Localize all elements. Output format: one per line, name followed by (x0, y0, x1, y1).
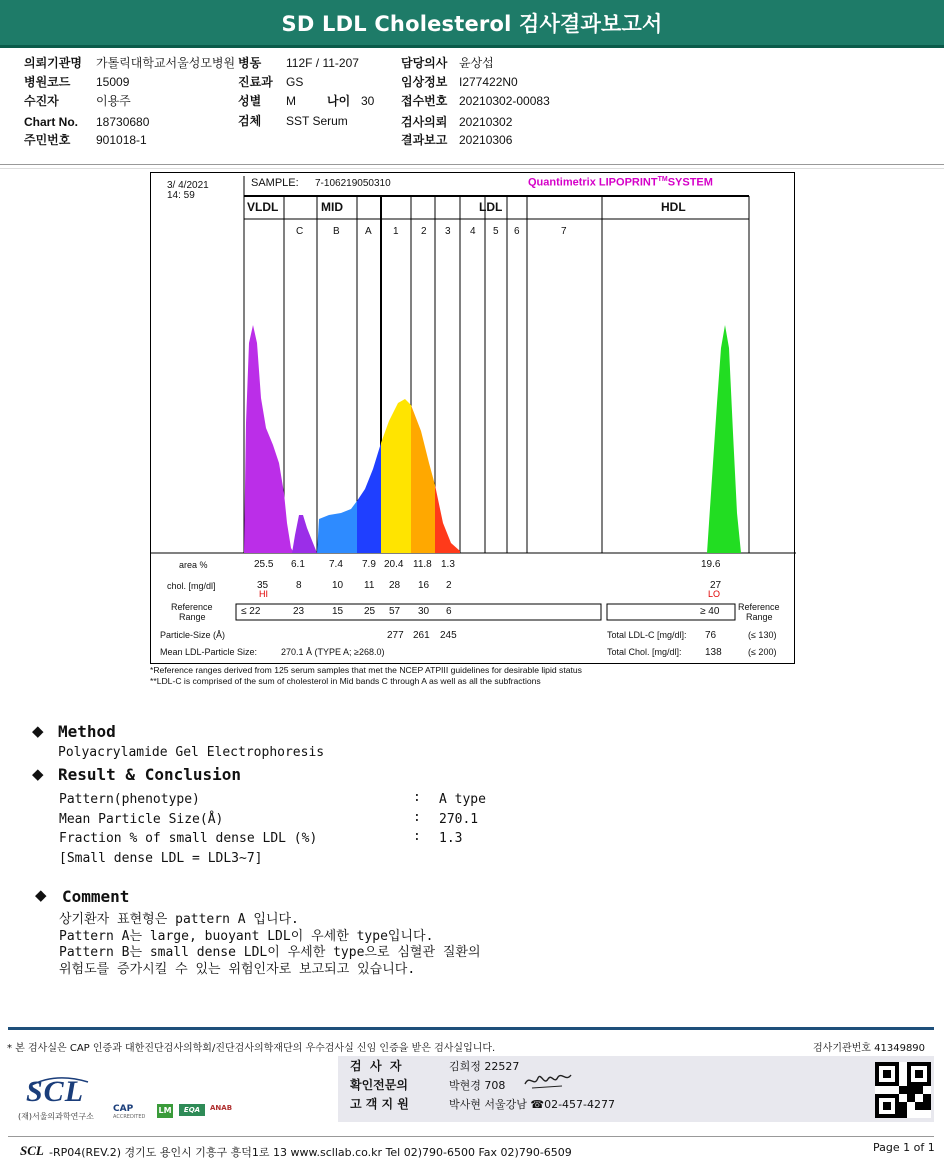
diamond-icon: ◆ (35, 886, 47, 904)
footnote: *Reference ranges derived from 125 serum samples that met the NCEP ATPIII guidelines for desirable lipid status (150, 665, 582, 675)
info-label: 주민번호 (24, 133, 71, 147)
info-value: 112F / 11-207 (286, 56, 359, 70)
comment-title: Comment (62, 887, 130, 906)
institution-number: 검사기관번호 41349890 (813, 1043, 926, 1054)
lipoprint-result-panel (150, 172, 795, 664)
mean-particle-value: 270.1 Å (TYPE A; ≥268.0) (281, 647, 385, 657)
band-label: 4 (470, 226, 476, 237)
chol-value: 11 (364, 580, 375, 591)
band-label: 2 (421, 226, 427, 237)
info-value: 20210302-00083 (459, 94, 550, 108)
band-label: 3 (445, 226, 451, 237)
diamond-icon: ◆ (32, 722, 44, 740)
result-value: A type (439, 792, 486, 807)
info-value: 20210302 (459, 115, 513, 129)
info-value: M (286, 94, 296, 108)
address-line: -RP04(REV.2) 경기도 용인시 기흥구 흥덕1로 13 www.scllab.co.kr Tel 02)790-6500 Fax 02)790-6509 (49, 1146, 572, 1159)
info-label: 임상정보 (401, 75, 448, 89)
area-value: 7.4 (329, 559, 343, 570)
band-label: 1 (393, 226, 399, 237)
mean-particle-label: Mean LDL-Particle Size: (160, 647, 258, 657)
divider (0, 168, 944, 169)
vldl-peak (244, 325, 294, 553)
info-value: 30 (361, 94, 375, 108)
group-hdl: HDL (661, 200, 686, 214)
result-label: Fraction % of small dense LDL (%) (59, 831, 318, 846)
diamond-icon: ◆ (32, 765, 44, 783)
band-label: 6 (514, 226, 520, 237)
info-label: 병원코드 (24, 75, 71, 89)
result-colon: : (413, 790, 421, 805)
info-value: I277422N0 (459, 75, 518, 89)
anab-badge: ANAB (210, 1104, 233, 1112)
band-label: A (365, 226, 372, 237)
particle-size-value: 277 (387, 630, 404, 641)
reference-value: ≤ 22 (241, 606, 261, 617)
result-title: Result & Conclusion (58, 765, 242, 784)
area-value: 20.4 (384, 559, 404, 570)
system-name: Quantimetrix LIPOPRINT™SYSTEM (528, 176, 713, 189)
result-colon: : (413, 829, 421, 844)
reference-label: Reference (171, 602, 213, 612)
comment-line: 위험도를 증가시킬 수 있는 위험인자로 보고되고 있습니다. (59, 962, 416, 977)
area-value: 7.9 (362, 559, 376, 570)
info-value: 901018-1 (96, 133, 147, 147)
staff-value: 박현경 708 (449, 1079, 506, 1092)
staff-panel (338, 1056, 934, 1122)
info-label: 결과보고 (401, 133, 448, 147)
footnote: **LDL-C is comprised of the sum of cholesterol in Mid bands C through A as well as all the subfractions (150, 676, 541, 686)
ldl3-peak (435, 485, 460, 553)
chol-value: 35 (257, 580, 269, 591)
info-label: 성별 (238, 94, 262, 108)
total-chol-value: 138 (705, 647, 722, 658)
sample-label: SAMPLE: (251, 177, 299, 189)
area-value: 1.3 (441, 559, 455, 570)
group-mid: MID (321, 200, 343, 214)
info-value: 가톨릭대학교서울성모병원 (96, 56, 236, 70)
reference-label: Reference (738, 602, 780, 612)
chol-label: chol. [mg/dl] (167, 581, 216, 591)
mid-c-peak (292, 515, 317, 553)
hdl-flag: LO (708, 589, 721, 599)
hdl-reference-value: ≥ 40 (700, 606, 720, 617)
reference-value: 6 (446, 606, 452, 617)
lm-badge: LM (157, 1104, 173, 1118)
comment-line: Pattern A는 large, buoyant LDL이 우세한 type입니다. (59, 929, 434, 944)
eqa-badge: EQA (179, 1104, 205, 1116)
patient-info (0, 0, 944, 160)
result-label: Pattern(phenotype) (59, 792, 200, 807)
info-value: 이용주 (96, 94, 131, 108)
chol-value: 2 (446, 580, 452, 591)
area-label: area % (179, 560, 208, 570)
info-value: GS (286, 75, 304, 89)
total-chol-label: Total Chol. [mg/dl]: (607, 647, 682, 657)
staff-role: 검 사 자 (350, 1059, 402, 1073)
info-label: 검체 (238, 114, 262, 128)
vldl-flag: HI (259, 589, 268, 599)
info-label: 나이 (327, 94, 351, 108)
info-label: Chart No. (24, 115, 78, 129)
info-label: 담당의사 (401, 56, 448, 70)
particle-size-value: 245 (440, 630, 457, 641)
group-ldl: LDL (479, 200, 503, 214)
hdl-chol-value: 27 (710, 580, 722, 591)
test-time: 14: 59 (167, 190, 195, 201)
reference-value: 57 (389, 606, 401, 617)
divider (0, 164, 944, 165)
info-label: 의뢰기관명 (24, 56, 82, 70)
result-value: 270.1 (439, 812, 479, 827)
scl-logo-swoosh (28, 1074, 90, 1088)
hdl-area-value: 19.6 (701, 559, 721, 570)
comment-line: Pattern B는 small dense LDL이 우세한 type으로 심혈관 질환의 (59, 945, 481, 960)
staff-value: 김희정 22527 (449, 1060, 520, 1073)
staff-role: 확인전문의 (350, 1078, 408, 1092)
footer-divider (8, 1027, 934, 1030)
chol-value: 28 (389, 580, 401, 591)
info-value: SST Serum (286, 114, 348, 128)
reference-value: 23 (293, 606, 305, 617)
total-ldl-ref: (≤ 130) (748, 630, 777, 640)
total-ldl-label: Total LDL-C [mg/dl]: (607, 630, 687, 640)
band-label: C (296, 226, 304, 237)
reference-value: 25 (364, 606, 376, 617)
method-text: Polyacrylamide Gel Electrophoresis (58, 745, 325, 760)
chol-value: 16 (418, 580, 430, 591)
area-value: 11.8 (413, 559, 432, 570)
band-label: B (333, 226, 340, 237)
scl-logo: SCL (26, 1075, 85, 1108)
info-label: 진료과 (238, 75, 273, 89)
area-value: 6.1 (291, 559, 305, 570)
footer-divider (8, 1136, 934, 1137)
staff-role: 고 객 지 원 (350, 1097, 409, 1111)
info-value: 15009 (96, 75, 130, 89)
info-label: 접수번호 (401, 94, 448, 108)
comment-line: 상기환자 표현형은 pattern A 입니다. (59, 912, 299, 927)
report-title: SD LDL Cholesterol 검사결과보고서 (281, 11, 663, 36)
group-vldl: VLDL (247, 200, 279, 214)
result-label: Mean Particle Size(Å) (59, 812, 224, 827)
particle-size-value: 261 (413, 630, 430, 641)
test-date: 3/ 4/2021 (167, 180, 209, 191)
cap-badge: CAP (113, 1104, 134, 1114)
result-colon: : (413, 810, 421, 825)
scl-logo-subtitle: (재)서울의과학연구소 (18, 1112, 94, 1121)
chol-value: 8 (296, 580, 302, 591)
info-label: 병동 (238, 56, 262, 70)
qr-code-icon (875, 1062, 931, 1118)
info-value: 20210306 (459, 133, 513, 147)
staff-value: 박사현 서울강남 ☎02-457-4277 (449, 1098, 616, 1111)
mid-a-peak (357, 443, 381, 553)
reference-label: Range (746, 612, 773, 622)
page-number: Page 1 of 1 (873, 1141, 935, 1154)
area-value: 25.5 (254, 559, 274, 570)
sample-value: 7-106219050310 (315, 178, 391, 189)
scl-code-logo: SCL (20, 1143, 44, 1158)
chol-value: 10 (332, 580, 344, 591)
band-label: 5 (493, 226, 499, 237)
reference-label: Range (179, 612, 206, 622)
particle-size-label: Particle-Size (Å) (160, 630, 226, 640)
info-value: 윤상섭 (459, 56, 494, 70)
result-note: [Small dense LDL = LDL3~7] (59, 851, 263, 866)
info-label: 수진자 (24, 94, 59, 108)
method-title: Method (58, 722, 116, 741)
total-ldl-value: 76 (705, 630, 717, 641)
cap-badge-sub: ACCREDITED (113, 1114, 146, 1120)
ldl1-peak (381, 399, 411, 553)
mid-b-peak (317, 501, 357, 553)
band-label: 7 (561, 226, 567, 237)
certification-note: * 본 검사실은 CAP 인증과 대한진단검사의학회/진단검사의학재단의 우수검사실 신임 인증을 받은 검사실입니다. (7, 1043, 496, 1054)
result-value: 1.3 (439, 831, 463, 846)
hdl-peak (707, 325, 741, 553)
reference-value: 30 (418, 606, 430, 617)
signature (522, 1070, 574, 1092)
reference-value: 15 (332, 606, 344, 617)
lipoprint-graph (151, 173, 796, 665)
ldl2-peak (411, 405, 435, 553)
info-value: 18730680 (96, 115, 150, 129)
info-label: 검사의뢰 (401, 115, 448, 129)
total-chol-ref: (≤ 200) (748, 647, 777, 657)
